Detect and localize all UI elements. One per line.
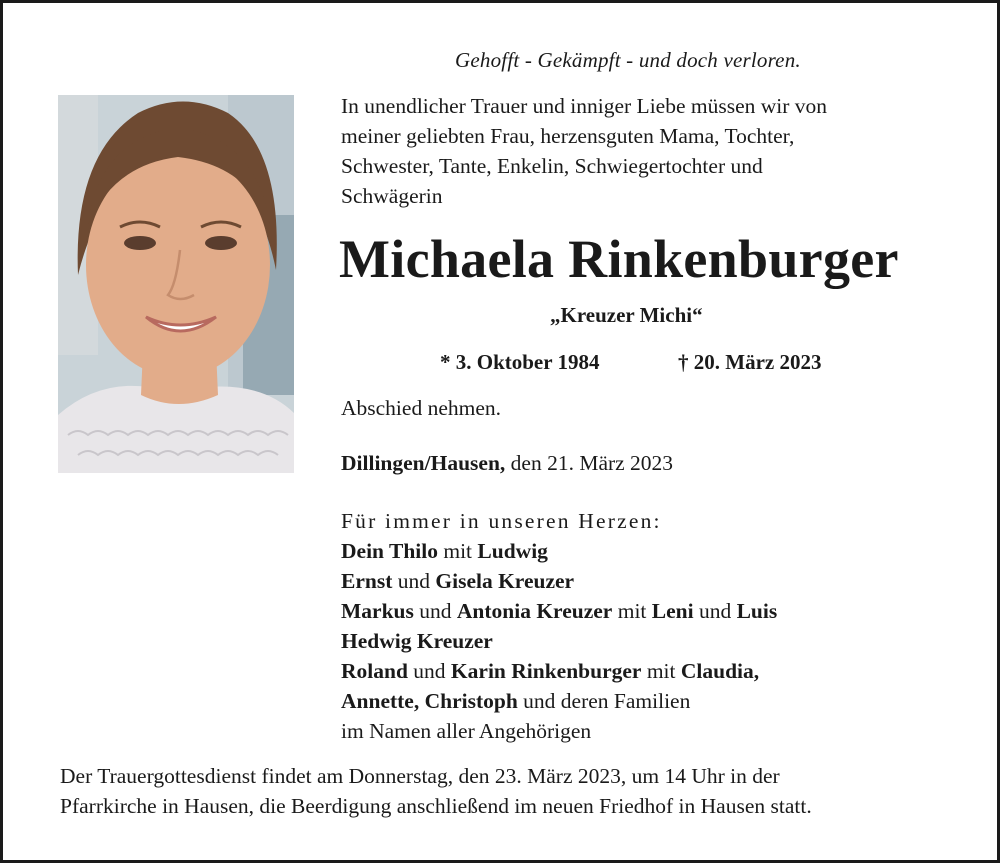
connector-text: im Namen aller Angehörigen <box>341 719 592 743</box>
family-name: Karin Rinkenburger <box>450 659 642 683</box>
intro-line: Schwägerin <box>341 184 443 208</box>
connector-text: mit <box>437 539 478 563</box>
signoff-line <box>341 566 777 596</box>
family-name: Hedwig Kreuzer <box>341 629 493 653</box>
family-name: Ernst <box>341 569 393 593</box>
service-line: Pfarrkirche in Hausen, die Beerdigung anschließend im neuen Friedhof in Hausen statt. <box>60 794 812 818</box>
signoff-line <box>341 626 777 656</box>
portrait-illustration <box>58 95 294 473</box>
family-name: Claudia, <box>680 659 760 683</box>
portrait-photo <box>58 95 294 473</box>
birth-date: * 3. Oktober 1984 <box>440 350 600 374</box>
connector-text: und deren Familien <box>517 689 691 713</box>
right-eye <box>205 236 237 250</box>
connector-text: und <box>413 599 457 623</box>
signoff-line <box>341 686 777 716</box>
left-eye <box>124 236 156 250</box>
signoff-line <box>341 596 777 626</box>
connector-text: und <box>392 569 436 593</box>
family-name: Gisela Kreuzer <box>435 569 575 593</box>
deceased-name: Michaela Rinkenburger <box>339 229 899 289</box>
place: Dillingen/Hausen, <box>341 451 506 475</box>
intro-line: meiner geliebten Frau, herzensguten Mama, Tochter, <box>341 124 795 148</box>
nickname: „Kreuzer Michi“ <box>550 303 703 327</box>
family-name: Dein Thilo <box>341 539 438 563</box>
signoff-lines <box>341 536 777 746</box>
family-signoff <box>341 506 777 746</box>
intro-text <box>341 91 961 211</box>
service-line: Der Trauergottesdienst findet am Donnerstag, den 23. März 2023, um 14 Uhr in der <box>60 764 780 788</box>
death-date: † 20. März 2023 <box>678 350 822 374</box>
place-date <box>341 451 673 476</box>
family-name: Markus <box>341 599 414 623</box>
signoff-line <box>341 656 777 686</box>
signoff-line <box>341 716 777 746</box>
family-name: Annette, Christoph <box>341 689 518 713</box>
connector-text: mit <box>612 599 652 623</box>
connector-text: mit <box>641 659 681 683</box>
family-name: Leni <box>651 599 694 623</box>
service-info <box>60 761 970 821</box>
family-name: Roland <box>341 659 408 683</box>
connector-text: und <box>693 599 737 623</box>
intro-line: Schwester, Tante, Enkelin, Schwiegertochter und <box>341 154 763 178</box>
motto: Gehofft - Gekämpft - und doch verloren. <box>455 48 801 72</box>
family-name: Ludwig <box>477 539 548 563</box>
signoff-heading: Für immer in unseren Herzen: <box>341 509 662 533</box>
notice-date: den 21. März 2023 <box>510 451 674 475</box>
farewell-text: Abschied nehmen. <box>341 396 502 420</box>
family-name: Antonia Kreuzer <box>456 599 613 623</box>
intro-line: In unendlicher Trauer und inniger Liebe müssen wir von <box>341 94 828 118</box>
signoff-line <box>341 536 777 566</box>
family-name: Luis <box>736 599 778 623</box>
connector-text: und <box>407 659 451 683</box>
